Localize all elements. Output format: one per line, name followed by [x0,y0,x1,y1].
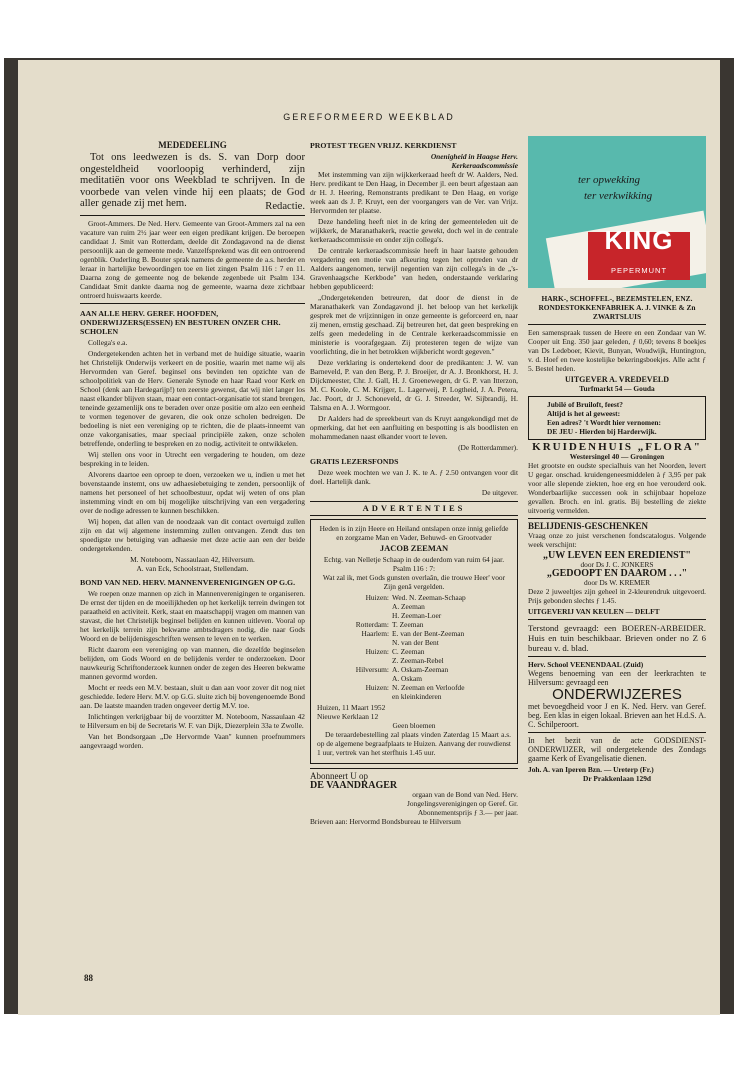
jeu-line-4: DE JEU - Hierden bij Harderwijk. [547,427,657,436]
book1-author: door Ds J. C. JONKERS [580,560,654,569]
mededeeling-text: Tot ons leedwezen is ds. S. van Dorp door ongesteldheid voorloopig verhinderd, zijn meditatiën voor ons Weekblad te schrijven. In de voorbede van velen vinde hij een plaats; de God aller genade zij met hem. [80,152,305,209]
aan-alle-sign1: M. Noteboom, Nassaulaan 42, Hilversum. [130,555,255,564]
protest-p4: „Ondergetekenden betreuren, dat door de dienst in de Maranathakerk van Zondagavond jl. het beloop van het kerkelijk gesprek met de vrijzinnigen in onze gemeente is geforceerd en, naar zij menen, ernstig geschaad. Zij betreuren het, dat geen bespreking en zelfs geen mededeling in de Centrale kerkeraadscommissie en ministerie is voorafgegaan. Zij protesteren tegen de wijze van voorlichting, die in het betrokken wijkbericht wordt gegeven." [310,293,518,356]
family-row [317,611,511,620]
family-place: Rotterdam: [355,620,389,629]
belijdenis-text: Vraag onze zo juist verschenen fondscatalogus. Volgende week verschijnt: [528,531,706,549]
king-slogan2: ter verkwikking [584,190,653,202]
column-middle [310,136,518,826]
keulen: UITGEVERIJ VAN KEULEN — DELFT [528,607,660,616]
school-text2: met bevoegdheid voor J en K. Ned. Herv. van Geref. beg. Een klas in eigen lokaal. Brieven aan het H.d.S. A. C. Schilperoort. [528,702,706,729]
divider [528,518,706,519]
aan-alle-title: AAN ALLE HERV. GEREF. HOOFDEN, ONDERWIJZERS(ESSEN) EN BESTUREN ONZER CHR. SCHOLEN [80,309,281,336]
death-verse: Wat zal ik, met Gods gunsten overlaân, die trouwe Heer' voor Zijn genâ vergelden. [322,573,506,591]
books-note: Deze 2 juweeltjes zijn geheel in 2-kleurendruk uitgevoerd. Prijs gebonden slechts ƒ 1.45. [528,587,706,605]
bond-p2: Richt daarom een vereniging op van mannen, die dezelfde beginselen belijden, om Gods Woord en de belijdenis verder te onderzoeken. Door nauwkeurig Schriftonderzoek kunnen onder de zegen des Heeren bekwame mannen gevormd worden. [80,645,305,681]
abonneert: Abonneert U op [310,771,368,781]
flora-title: KRUIDENHUIS „FLORA" [532,441,702,453]
death-name: JACOB ZEEMAN [379,543,449,553]
death-flowers: Geen bloemen [392,721,436,730]
protest-p1: Met instemming van zijn wijkkerkeraad heeft dr W. Aalders, Ned. Herv. predikant te Den Haag, in December jl. een beurt afgestaan aan dr H. J. Heering, Remonstrants predikant te Den Haag, en vorige week aan ds J. P. Kruyt, een der voorgangers van de Ver. van Vrijz. Hervormden ter plaatse. [310,170,518,215]
bond-p5: Van het Bondsorgaan „De Hervormde Vaan" kunnen proefnummers aangevraagd worden. [80,732,305,750]
family-place: Haarlem: [361,629,389,638]
page-number: 88 [84,973,93,983]
family-place [317,638,392,647]
family-name: N. van der Bent [392,638,439,647]
protest-p5: Deze verklaring is ondertekend door de predikanten: J. W. van Barneveld, P. van den Berg, P. J. Broeijer, dr A. J. Bronkhorst, H. J. Dijckmeester, Chr. J. Gall, H. J. Groenewegen, dr G. P. van Itterzon, M. C. Koole, C. M. Krijger, L. Lagerweij, P. Logtheid, J. A. Petera, Jac. Poort, dr J. Schoneveld, dr G. J. Streeder, W. Sijbrandij, H. Talsma en A. J. Wormgoor. [310,358,518,412]
divider [528,324,706,325]
bond-p3: Mocht er reeds een M.V. bestaan, sluit u dan aan voor zover dit nog niet geschiedde. Iedere Herv. M.V. op G.G. sluite zich bij bovengenoemde Bond aan. De laatste maanden traden ongeveer dertig M.V. toe. [80,683,305,710]
scan-margin [0,0,738,58]
gods-ad: In het bezit van de acte GODSDIENST-ONDERWIJZER, wil ondergetekende des Zondags gaarne Kerk of Evangelisatie dienen. [528,736,706,763]
mededeeling-sign: Redactie. [265,200,305,212]
belijdenis-title: BELIJDENIS-GESCHENKEN [528,521,649,531]
family-row [317,674,511,683]
family-row [317,647,511,656]
vaandrager-addr: Brieven aan: Hervormd Bondsbureau te Hilversum [310,817,461,826]
family-place: Hilversum: [355,665,389,674]
school-text: Wegens benoeming van een der leerkrachten te Hilversum: gevraagd een [528,669,706,687]
family-row [317,593,511,602]
family-row [317,665,511,674]
family-place [317,674,392,683]
family-name: A. Oskam-Zeeman [392,665,449,674]
protest-p2: Deze handeling heeft niet in de kring der gemeenteleden uit de wijkkerk, de Maranathakerk, reactie gewekt, doch wel in de centrale kerkeraadscommissie en onder zijn collega's. [310,217,518,244]
divider [528,732,706,733]
family-name: A. Zeeman [392,602,425,611]
family-place [317,692,392,701]
gratis-title: GRATIS LEZERSFONDS [310,457,399,466]
death-funeral: De teraardebestelling zal plaats vinden Zaterdag 15 Maart a.s. op de algemene begraafplaats te Huizen. Aanvang der rouwdienst 1 uur, vertrek van het sterfhuis 1.45 uur. [317,730,511,757]
family-row [317,620,511,629]
jeu-line-1: Jubilé of Bruiloft, feest? [547,400,623,409]
vinke-ad: HARK-, SCHOFFEL-, BEZEMSTELEN, ENZ. RONDESTOKKENFABRIEK A. J. VINKE & Zn ZWARTSLUIS [538,294,696,321]
divider [528,656,706,657]
divider [310,768,518,769]
family-name: C. Zeeman [392,647,425,656]
family-place [317,611,392,620]
death-intro: Heden is in zijn Heere en Heiland ontslapen onze innig geliefde en zorgzame Man en Vader, Behuwd- en Grootvader [319,524,509,542]
family-list [317,593,511,701]
protest-sub1: Onenigheid in Haagse Herv. [430,152,518,161]
protest-p6: Dr Aalders had de spreekbeurt van ds Kruyt aangekondigd met de opmerking, dat het een aanfluiting en bespotting is als boodlisten en mohammedanen naast elkander voort te leven. [310,414,518,441]
mededeeling-title: MEDEDEELING [158,140,227,150]
protest-title: PROTEST TEGEN VRIJZ. KERKDIENST [310,141,457,150]
family-name: A. Oskam [392,674,422,683]
flora-addr: Westersingel 40 — Groningen [569,452,665,461]
protest-source: (De Rotterdammer). [458,443,518,452]
aan-alle-sign2: A. van Eck, Schoolstraat, Stellendam. [136,564,249,573]
family-row [317,683,511,692]
king-pepermunt-ad [528,136,706,288]
book1-title: „UW LEVEN EEN EREDIENST" [543,550,691,561]
family-row [317,638,511,647]
death-psalm: Psalm 116 : 7: [392,564,436,573]
divider [80,215,305,216]
vredeveld-addr: Turfmarkt 54 — Gouda [579,384,655,393]
family-name: T. Zeeman [392,620,424,629]
king-slogan1: ter opwekking [578,174,641,186]
family-row [317,692,511,701]
protest-p3: De centrale kerkeraadscommissie heeft in haar laatste gehouden vergadering een motie van afkeuring tegen het optreden van dr Aalders aangenomen, terwijl negentien van zijn collega's in de „'s-Gravenhaagsche Kerkbode" van heden, onderstaande verklaring hebben gepubliceerd: [310,246,518,291]
aan-alle-p4: Wij hopen, dat allen van de noodzaak van dit contact overtuigd zullen zijn en dat wij algemene instemming zullen ontvangen. Zendt dus ten spoedigste uw betuiging van adhaesie met deze actie aan een der beide ondergetekenden. [80,517,305,553]
aan-alle-p2: Wij stellen ons voor in Utrecht een vergadering te houden, om deze bespreking in te leiden. [80,450,305,468]
divider [528,619,706,620]
book2-title: „GEDOOPT EN DAAROM . . ." [546,568,688,579]
family-name: H. Zeeman-Loer [392,611,442,620]
family-place [317,656,392,665]
death-notice [310,519,518,764]
newspaper-page [18,60,720,1015]
vaandrager-title: DE VAANDRAGER [310,780,398,791]
column-left [80,136,305,752]
flora-text: Het grootste en oudste specialhuis van het Noorden, levert U gegar. onschad. kruidengeneesmiddelen à ƒ 3,95 per pak voor alle slepende ziekten, hoe erg en hoe verouderd ook. Wonderbaarlijke successen ook in schijnbaar hopeloze gevallen. Broch. en inl. gratis. Bij bestelling de ziekte uitvoerig vermelden. [528,461,706,515]
family-name: Z. Zeeman-Rebel [392,656,444,665]
protest-sub2: Kerkeraadscommissie [451,161,518,170]
advertenties-heading: ADVERTENTIES [310,501,518,516]
family-name: E. van der Bent-Zeeman [392,629,465,638]
groot-ammers-article: Groot-Ammers. De Ned. Herv. Gemeente van Groot-Ammers zal na een vacature van ruim 2½ jaar weer een eigen predikant krijgen. De beroepen candidaat J. Smit van Rotterdam, deelde dit Zondagavond na de dienst persoonlijk aan de gemeente mede. Vanzelfsprekend was dit een ontroerend ogenblik. Ouderling B. Bouter sprak namens de gemeente de a.s. herder en leraar in hartelijke bewoordingen toe en liet zingen Psalm 116 : 7 en 11. Daarna zong de gemeente nog de bekende zegenbede uit Psalm 134. Candidaat Smit dankte daarna nog de gemeente, waarna deze zichtbaar ontroerd huiswaarts keerde. [80,219,305,300]
family-place: Huizen: [365,593,389,602]
aan-alle-p1: Ondergetekenden achten het in verband met de huidige situatie, waarin het Christelijk Onderwijs verkeert en de positie, waarin met name wij als Hervormden van Geref. beginsel ons bevinden ten opzichte van de schoolpolitiek van de Herv. Generale Synode en haar Raad voor Kerk en School (denk aan Hardegarijp!) ten zeerste gewenst, dat wij niet langer los naast elkander blijven staan, maar een contact-organisatie tot stand brengen, teneinde gezamenlijk ons te beraden over onze positie om alzo een eenheid te vormen tegenover de gevaren, die ook onze scholen bedreigen. De bedoeling is niet een vereniging op te richten, die de plaats-inneemt van onze vakorganisaties, maar speciaal principiële zaken, onze scholen betreffende, onderling te bespreken en zo nodig, activiteit te ontwikkelen. [80,349,305,448]
book2-author: door Ds W. KREMER [583,578,651,587]
bond-p1: We roepen onze mannen op zich in Mannenverenigingen te organiseren. De ernst der tijden en de moeilijkheden op het kerkelijk terrein dwingen tot paraatheid en activiteit. Kerk, staat en maatschappij vragen om mannen van stavast, die het Christelijk beginsel belijden en kunnen uitleven. Vooral op het kerkelijk terrein zijn bekwame ambtsdragers nodig, die naar Gods Woord en de belijdenisgeschriften wensen te leven en te werken. [80,589,305,643]
cooper-ad: Een samenspraak tussen de Heere en een Zondaar van W. Cooper uit Eng. 350 jaar geleden, ƒ 0,60; tevens 8 boekjes van Ds Ledeboer, Kievit, Bunyan, Woudwijk, Huntington, v. d. Hoef en twee kostelijke bekeringsboekjes. Alle acht ƒ 5. Bestel heden. [528,328,706,373]
death-date1: Huizen, 11 Maart 1952 [317,703,386,712]
bond-title: BOND VAN NED. HERV. MANNENVERENIGINGEN OP G.G. [80,578,296,587]
king-logo: KING [604,225,674,255]
family-place: Huizen: [365,647,389,656]
death-date2: Nieuwe Kerklaan 12 [317,712,379,721]
vaandrager-text: orgaan van de Bond van Ned. Herv. Jongelingsverenigingen op Geref. Gr. Abonnementsprijs ƒ 3.— per jaar. [406,790,518,817]
family-name: N. Zeeman en Verloofde [392,683,465,692]
page-header: GEREFORMEERD WEEKBLAD [283,112,455,122]
aan-alle-p3: Alvorens daartoe een oproep te doen, verzoeken we u, indien u met het bovenstaande instemt, ons uw adhaesiebetuiging te zenden, persoonlijk of namens het personeel of het schoolbestuur, opdat wij weten of ons plan instemming vindt en om bij mogelijke uitschrijving van een vergadering over de nodige adressen te kunnen beschikken. [80,470,305,515]
family-place [317,602,392,611]
jeu-line-3: Een adres? 't Wordt hier vernomen: [547,418,661,427]
family-row [317,656,511,665]
boeren-ad: Terstond gevraagd: een BOEREN-ARBEIDER. Huis en tuin beschikbaar. Brieven onder no Z 6 bureau v. d. blad. [528,623,706,653]
aan-alle-salute: Collega's e.a. [88,338,128,347]
gratis-sign: De uitgever. [481,488,518,497]
family-row [317,629,511,638]
death-line: Echtg. van Nelletje Schaap in de ouderdom van ruim 64 jaar. [323,555,505,564]
school-title: Herv. School VEENENDAAL (Zuid) [528,660,644,669]
jeu-ad [528,396,706,440]
column-right [528,136,706,783]
family-name: en kleinkinderen [392,692,442,701]
jeu-line-2: Altijd is het al geweest: [547,409,621,418]
bond-p4: Inlichtingen verkrijgbaar bij de voorzitter M. Noteboom, Nassaulaan 42 te Hilversum en bij de Secretaris W. F. van Dijk, Diezerplein 33a te Zwolle. [80,712,305,730]
family-name: Wed. N. Zeeman-Schaap [392,593,466,602]
divider [80,303,305,304]
iperen-name: Joh. A. van Iperen Bzn. — Ureterp (Fr.) [528,765,654,774]
family-place: Huizen: [365,683,389,692]
onderwijzeres: ONDERWIJZERES [552,686,682,703]
vredeveld-name: UITGEVER A. VREDEVELD [564,375,670,384]
iperen-addr: Dr Prakkenlaan 129d [582,774,652,783]
king-sub: PEPERMUNT [610,266,668,275]
gratis-text: Deze week mochten we van J. K. te A. ƒ 2.50 ontvangen voor dit doel. Hartelijk dank. [310,468,518,486]
family-row [317,602,511,611]
